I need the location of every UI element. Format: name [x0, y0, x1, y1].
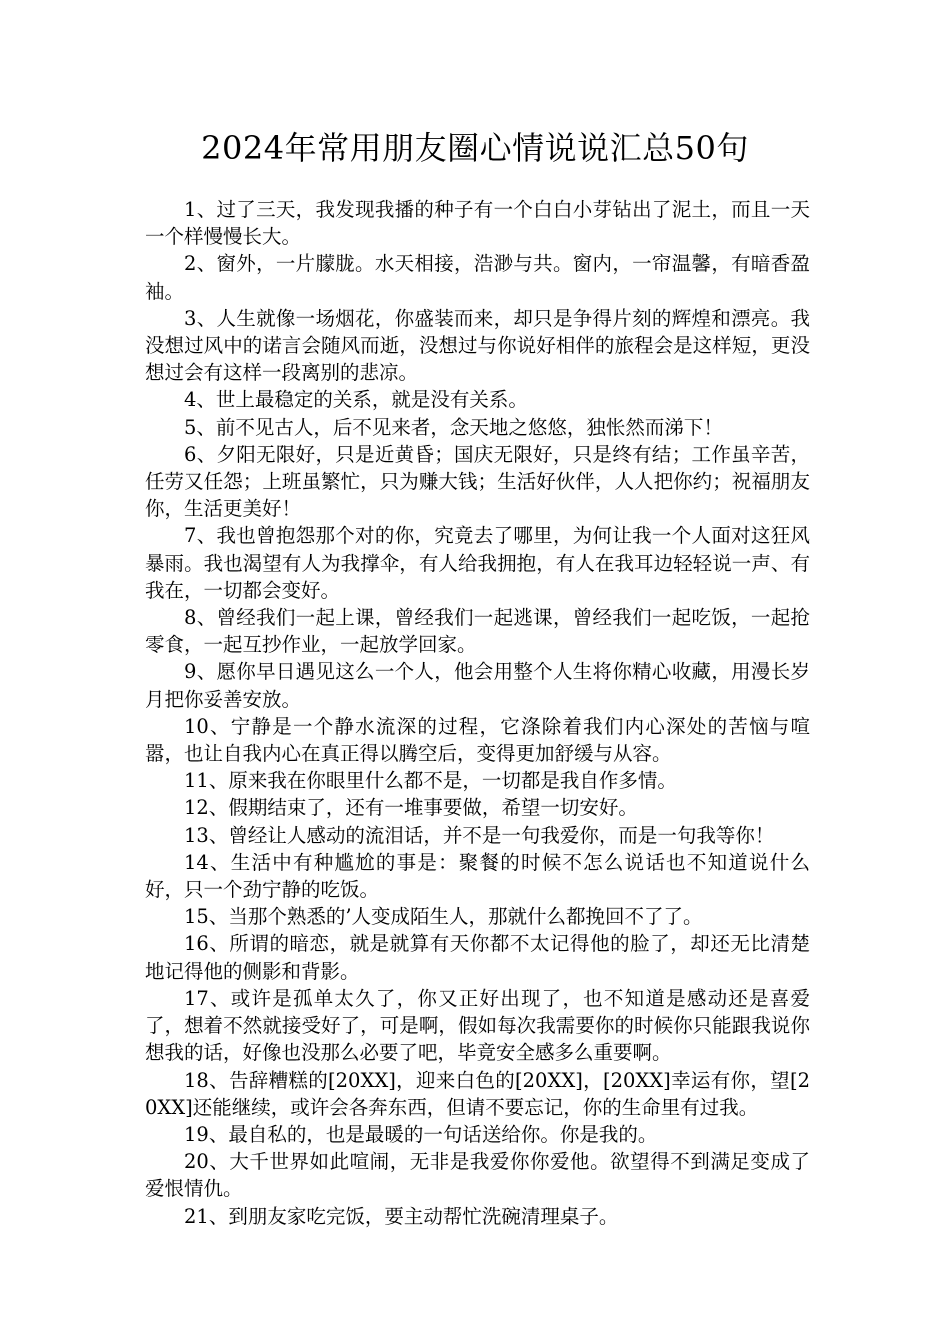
paragraph-9: 9、愿你早日遇见这么一个人，他会用整个人生将你精心收藏，用漫长岁月把你妥善安放。 — [145, 660, 810, 711]
paragraph-4: 4、世上最稳定的关系，就是没有关系。 — [184, 388, 528, 412]
paragraph-3: 3、人生就像一场烟花，你盛装而来，却只是争得片刻的辉煌和漂亮。我没想过风中的诺言会随风而逝，没想过与你说好相伴的旅程会是这样短，更没想过会有这样一段离别的悲凉。 — [145, 306, 810, 385]
paragraph-7: 7、我也曾抱怨那个对的你，究竟去了哪里，为何让我一个人面对这狂风暴雨。我也渴望有人为我撑伞，有人给我拥抱，有人在我耳边轻轻说一声、有我在，一切都会变好。 — [145, 524, 810, 602]
paragraph-13: 13、曾经让人感动的流泪话，并不是一句我爱你，而是一句我等你！ — [184, 823, 775, 847]
paragraph-20: 20、大千世界如此喧闹，无非是我爱你你爱他。欲望得不到满足变成了爱恨情仇。 — [145, 1150, 810, 1201]
paragraph-16: 16、所谓的暗恋，就是就算有天你都不太记得他的脸了，却还无比清楚地记得他的侧影和背影。 — [145, 932, 810, 983]
paragraph-21: 21、到朋友家吃完饭，要主动帮忙洗碗清理桌子。 — [184, 1204, 619, 1228]
paragraph-11: 11、原来我在你眼里什么都不是，一切都是我自作多情。 — [184, 769, 677, 793]
paragraph-2: 2、窗外，一片朦胧。水天相接，浩渺与共。窗内，一帘温馨，有暗香盈袖。 — [145, 252, 810, 303]
document-title: 2024年常用朋友圈心情说说汇总50句 — [201, 129, 749, 167]
paragraph-1: 1、过了三天，我发现我播的种子有一个白白小芽钻出了泥土，而且一天一个样慢慢长大。 — [145, 198, 810, 249]
paragraph-10: 10、宁静是一个静水流深的过程，它涤除着我们内心深处的苦恼与喧嚣，也让自我内心在真正得以腾空后，变得更加舒缓与从容。 — [145, 714, 810, 766]
document-body — [145, 196, 810, 1230]
paragraph-17: 17、或许是孤单太久了，你又正好出现了，也不知道是感动还是喜爱了，想着不然就接受好了，可是啊，假如每次我需要你的时候你只能跟我说你想我的话，好像也没那么必要了吧，毕竟安全感多么重要啊。 — [145, 986, 810, 1065]
paragraph-19: 19、最自私的，也是最暖的一句话送给你。你是我的。 — [184, 1122, 658, 1146]
paragraph-14: 14、生活中有种尴尬的事是：聚餐的时候不怎么说话也不知道说什么好，只一个劲宁静的吃饭。 — [145, 850, 810, 902]
paragraph-8: 8、曾经我们一起上课，曾经我们一起逃课，曾经我们一起吃饭，一起抢零食，一起互抄作业，一起放学回家。 — [145, 606, 810, 657]
paragraph-5: 5、前不见古人，后不见来者，念天地之悠悠，独怅然而涕下！ — [184, 415, 723, 439]
paragraph-12: 12、假期结束了，还有一堆事要做，希望一切安好。 — [184, 796, 638, 820]
paragraph-15: 15、当那个熟悉的’人变成陌生人，那就什么都挽回不了了。 — [184, 905, 703, 929]
paragraph-18: 18、告辞糟糕的[20XX]，迎来白色的[20XX]，[20XX]幸运有你，望[20XX]还能继续，或许会各奔东西，但请不要忘记，你的生命里有过我。 — [145, 1068, 810, 1119]
paragraph-6: 6、夕阳无限好，只是近黄昏；国庆无限好，只是终有结；工作虽辛苦，任劳又任怨；上班虽繁忙，只为赚大钱；生活好伙伴，人人把你约；祝福朋友你，生活更美好！ — [145, 442, 810, 521]
